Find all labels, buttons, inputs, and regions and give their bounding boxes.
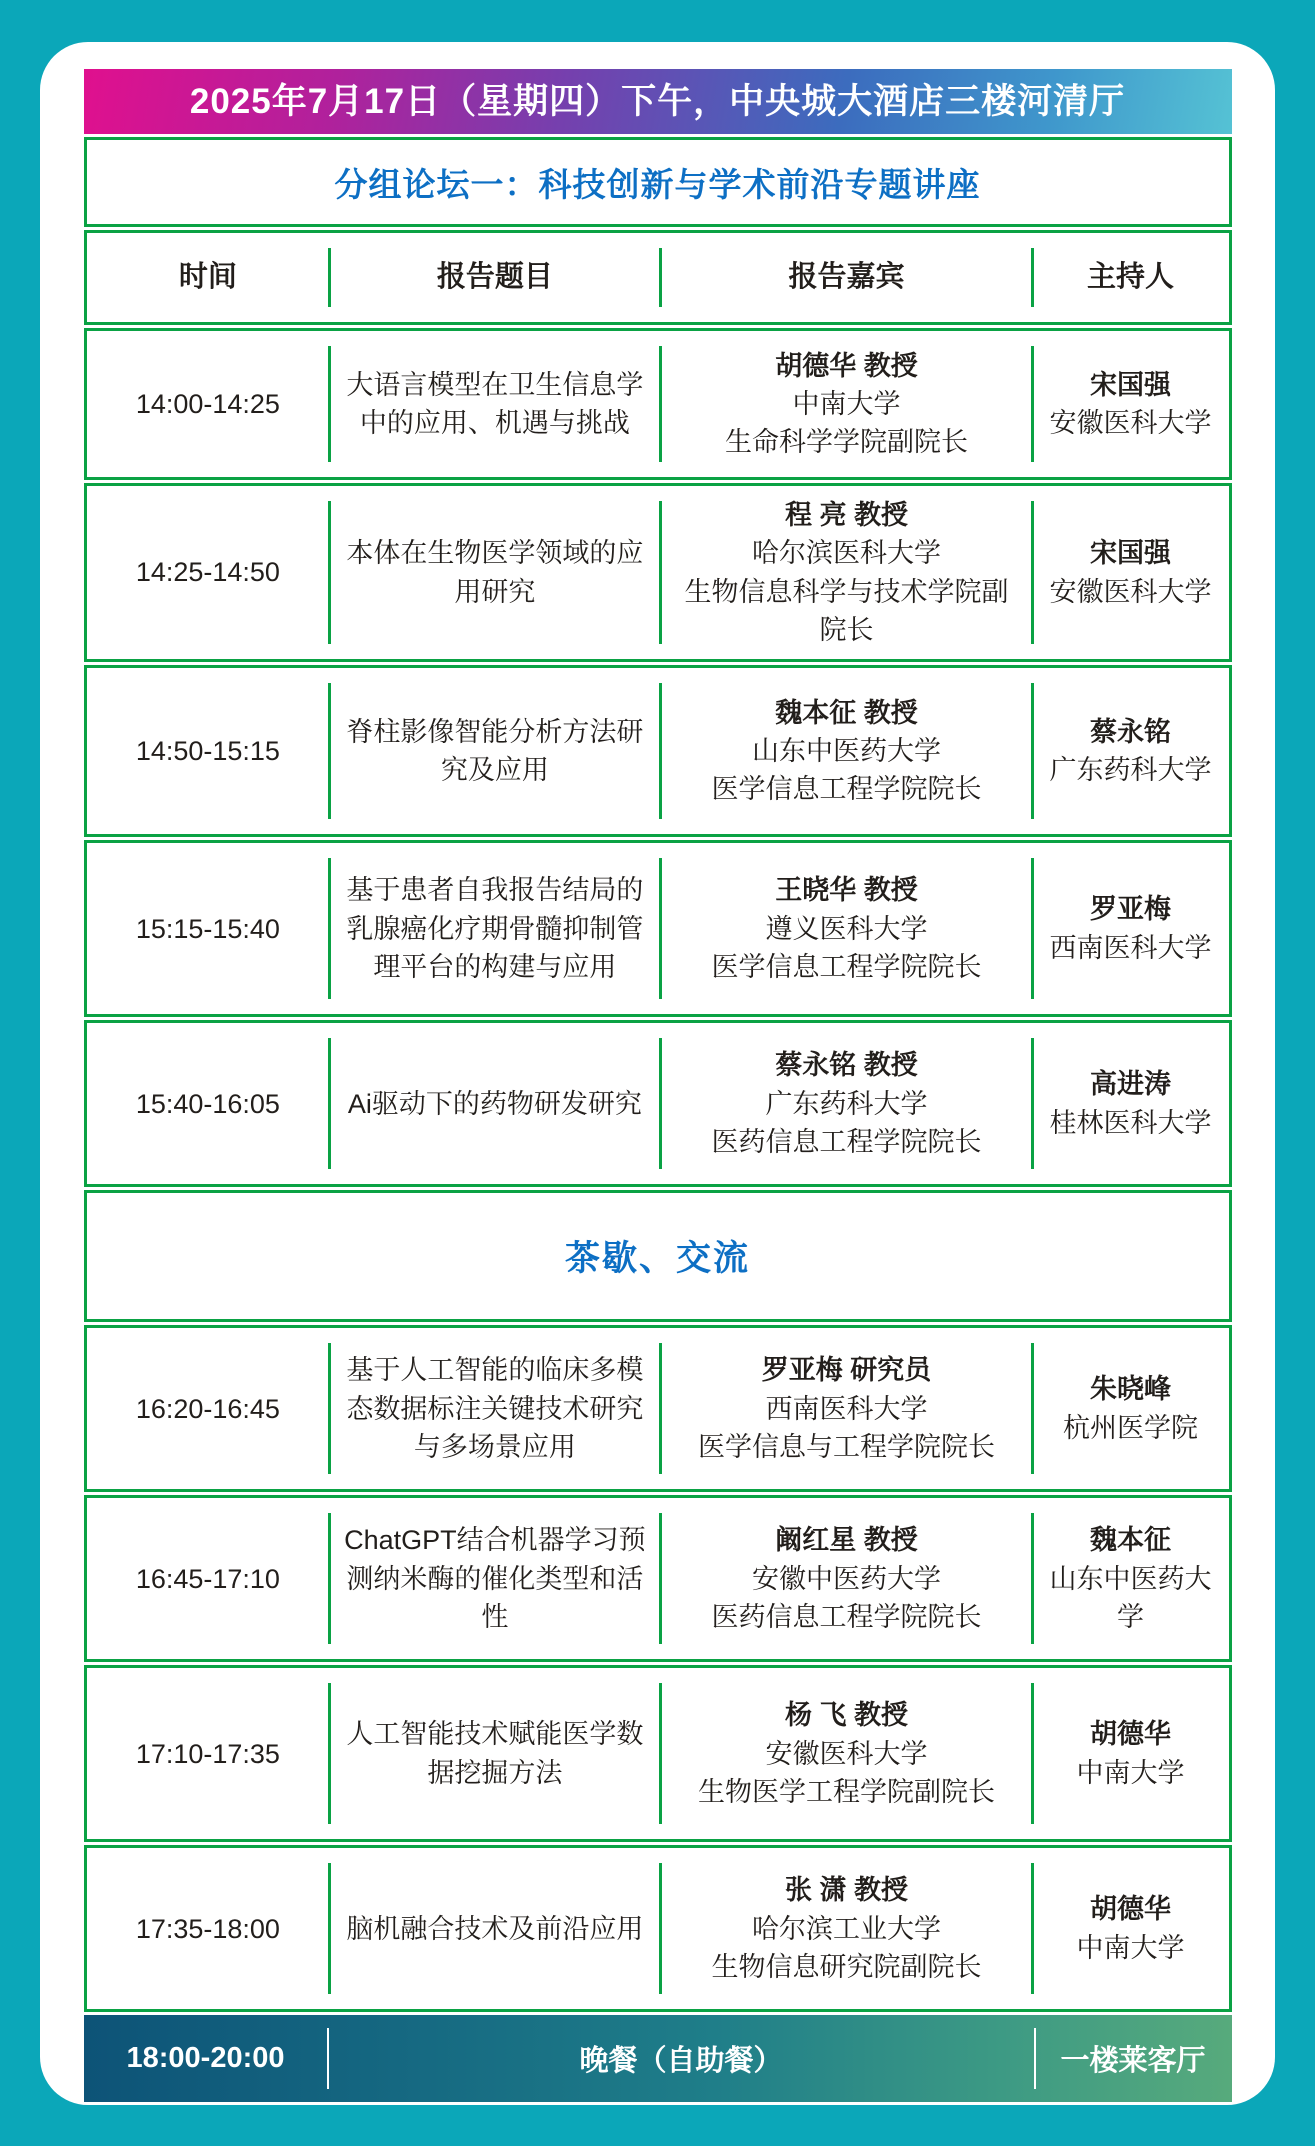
session-time	[87, 1328, 330, 1489]
session-speaker	[660, 1328, 1032, 1489]
speaker-name: 张 潇 教授	[784, 1875, 908, 1906]
session-host	[1032, 1023, 1228, 1184]
speaker-role: 生物医学工程学院副院长	[697, 1776, 995, 1807]
header-speaker	[660, 233, 1032, 322]
header-topic	[329, 233, 660, 322]
session-topic	[329, 668, 660, 834]
speaker-role: 医药信息工程学院院长	[711, 1601, 982, 1632]
host-name: 朱晓峰	[1089, 1374, 1171, 1405]
host-name: 胡德华	[1089, 1719, 1171, 1750]
speaker-org: 遵义医科大学	[765, 913, 928, 944]
session-time	[87, 486, 330, 659]
session-speaker	[660, 1668, 1032, 1839]
session-topic	[329, 331, 660, 477]
session-host	[1032, 1668, 1228, 1839]
speaker-org: 中南大学	[792, 388, 901, 419]
dinner-time-text: 18:00-20:00	[126, 2042, 285, 2075]
speaker-org: 哈尔滨工业大学	[751, 1913, 941, 1944]
session-host	[1032, 1328, 1228, 1489]
session-row-9	[84, 1845, 1232, 2012]
session-time	[87, 1668, 330, 1839]
time-text: 16:20-16:45	[135, 1393, 280, 1424]
session-topic	[329, 1328, 660, 1489]
dinner-row	[84, 2015, 1232, 2102]
date-venue-text: 2025年7月17日（星期四）下午，中央城大酒店三楼河清厅	[189, 82, 1126, 121]
host-org: 广东药科大学	[1049, 755, 1212, 786]
speaker-name: 阚红星 教授	[775, 1525, 918, 1556]
topic-text: 大语言模型在卫生信息学中的应用、机遇与挑战	[346, 369, 644, 438]
speaker-org: 安徽中医药大学	[751, 1563, 941, 1594]
host-name: 宋国强	[1089, 538, 1171, 569]
host-org: 中南大学	[1076, 1757, 1185, 1788]
topic-text: 本体在生物医学领域的应用研究	[346, 538, 644, 607]
topic-text: 脊柱影像智能分析方法研究及应用	[346, 716, 644, 786]
table-header-row	[84, 230, 1232, 325]
host-name: 蔡永铭	[1089, 716, 1171, 747]
session-row-8	[84, 1665, 1232, 1842]
session-topic	[329, 1668, 660, 1839]
topic-text: Ai驱动下的药物研发研究	[347, 1088, 642, 1119]
host-name: 魏本征	[1089, 1525, 1171, 1556]
session-host	[1032, 668, 1228, 834]
topic-text: 基于人工智能的临床多模态数据标注关键技术研究与多场景应用	[346, 1355, 644, 1462]
host-name: 胡德华	[1089, 1894, 1171, 1925]
speaker-role: 医学信息工程学院院长	[711, 951, 982, 982]
speaker-org: 西南医科大学	[765, 1393, 928, 1424]
session-speaker	[660, 331, 1032, 477]
header-speaker-label: 报告嘉宾	[788, 260, 905, 293]
header-host-label: 主持人	[1086, 260, 1174, 293]
header-host	[1032, 233, 1228, 322]
time-text: 15:40-16:05	[135, 1088, 280, 1119]
schedule-content	[84, 69, 1232, 2102]
speaker-name: 魏本征 教授	[775, 697, 918, 728]
host-name: 罗亚梅	[1089, 894, 1171, 925]
session-speaker	[660, 1498, 1032, 1659]
session-row-5	[84, 1020, 1232, 1187]
session-host	[1032, 486, 1228, 659]
session-speaker	[660, 1848, 1032, 2009]
speaker-name: 蔡永铭 教授	[775, 1050, 918, 1081]
dinner-location-text: 一楼莱客厅	[1060, 2045, 1206, 2078]
host-org: 安徽医科大学	[1049, 408, 1212, 438]
dinner-label	[328, 2015, 1035, 2102]
session-row-2	[84, 483, 1232, 662]
session-topic	[329, 1848, 660, 2009]
session-topic	[329, 486, 660, 659]
tea-break-label: 茶歇、交流	[564, 1239, 750, 1279]
host-name: 宋国强	[1089, 369, 1171, 400]
time-text: 14:50-15:15	[135, 736, 280, 767]
session-host	[1032, 1498, 1228, 1659]
time-text: 15:15-15:40	[135, 913, 280, 944]
topic-text: ChatGPT结合机器学习预测纳米酶的催化类型和活性	[344, 1525, 646, 1632]
host-org: 杭州医学院	[1062, 1412, 1198, 1443]
speaker-org: 安徽医科大学	[765, 1738, 928, 1769]
speaker-name: 胡德华 教授	[775, 350, 918, 381]
speaker-role: 医学信息工程学院院长	[711, 774, 982, 805]
header-time-label: 时间	[178, 260, 237, 293]
date-venue-banner	[84, 69, 1232, 134]
speaker-role: 生命科学学院副院长	[724, 427, 968, 458]
header-time	[87, 233, 330, 322]
time-text: 14:25-14:50	[135, 557, 280, 588]
host-org: 山东中医药大学	[1049, 1563, 1212, 1632]
topic-text: 人工智能技术赋能医学数据挖掘方法	[346, 1719, 644, 1788]
time-text: 16:45-17:10	[135, 1563, 280, 1594]
speaker-org: 哈尔滨医科大学	[751, 538, 941, 569]
speaker-role: 医药信息工程学院院长	[711, 1126, 982, 1157]
session-time	[87, 1848, 330, 2009]
time-text: 17:35-18:00	[135, 1913, 280, 1944]
forum-title-box	[84, 137, 1232, 227]
session-time	[87, 331, 330, 477]
time-text: 14:00-14:25	[135, 388, 280, 419]
forum-title: 分组论坛一：科技创新与学术前沿专题讲座	[334, 165, 981, 203]
speaker-name: 杨 飞 教授	[784, 1700, 908, 1731]
speaker-name: 王晓华 教授	[775, 875, 918, 906]
host-name: 高进涛	[1089, 1069, 1171, 1100]
session-host	[1032, 843, 1228, 1014]
session-time	[87, 1498, 330, 1659]
session-row-3	[84, 665, 1232, 837]
host-org: 西南医科大学	[1049, 932, 1212, 963]
dinner-time	[84, 2015, 328, 2102]
host-org: 安徽医科大学	[1049, 576, 1212, 607]
header-topic-label: 报告题目	[436, 260, 553, 293]
dinner-label-text: 晚餐（自助餐）	[579, 2045, 783, 2078]
topic-text: 脑机融合技术及前沿应用	[346, 1913, 644, 1944]
speaker-org: 广东药科大学	[765, 1088, 928, 1119]
session-topic	[329, 843, 660, 1014]
session-time	[87, 843, 330, 1014]
session-host	[1032, 331, 1228, 477]
host-org: 桂林医科大学	[1049, 1107, 1212, 1138]
session-topic	[329, 1023, 660, 1184]
session-row-6	[84, 1325, 1232, 1492]
session-host	[1032, 1848, 1228, 2009]
speaker-role: 医学信息与工程学院院长	[697, 1431, 995, 1462]
speaker-name: 程 亮 教授	[784, 500, 908, 530]
topic-text: 基于患者自我报告结局的乳腺癌化疗期骨髓抑制管理平台的构建与应用	[346, 875, 644, 982]
speaker-name: 罗亚梅 研究员	[761, 1355, 932, 1386]
session-speaker	[660, 1023, 1032, 1184]
speaker-org: 山东中医药大学	[751, 736, 941, 767]
dinner-location	[1035, 2015, 1232, 2102]
speaker-role: 生物信息科学与技术学院副院长	[684, 576, 1009, 645]
speaker-role: 生物信息研究院副院长	[711, 1951, 982, 1982]
schedule-card	[40, 42, 1275, 2105]
time-text: 17:10-17:35	[135, 1738, 280, 1769]
session-row-4	[84, 840, 1232, 1017]
host-org: 中南大学	[1076, 1932, 1185, 1963]
session-speaker	[660, 668, 1032, 834]
session-row-7	[84, 1495, 1232, 1662]
session-row-1	[84, 328, 1232, 480]
tea-break-row	[84, 1190, 1232, 1322]
session-speaker	[660, 843, 1032, 1014]
session-time	[87, 668, 330, 834]
session-speaker	[660, 486, 1032, 659]
session-time	[87, 1023, 330, 1184]
session-topic	[329, 1498, 660, 1659]
